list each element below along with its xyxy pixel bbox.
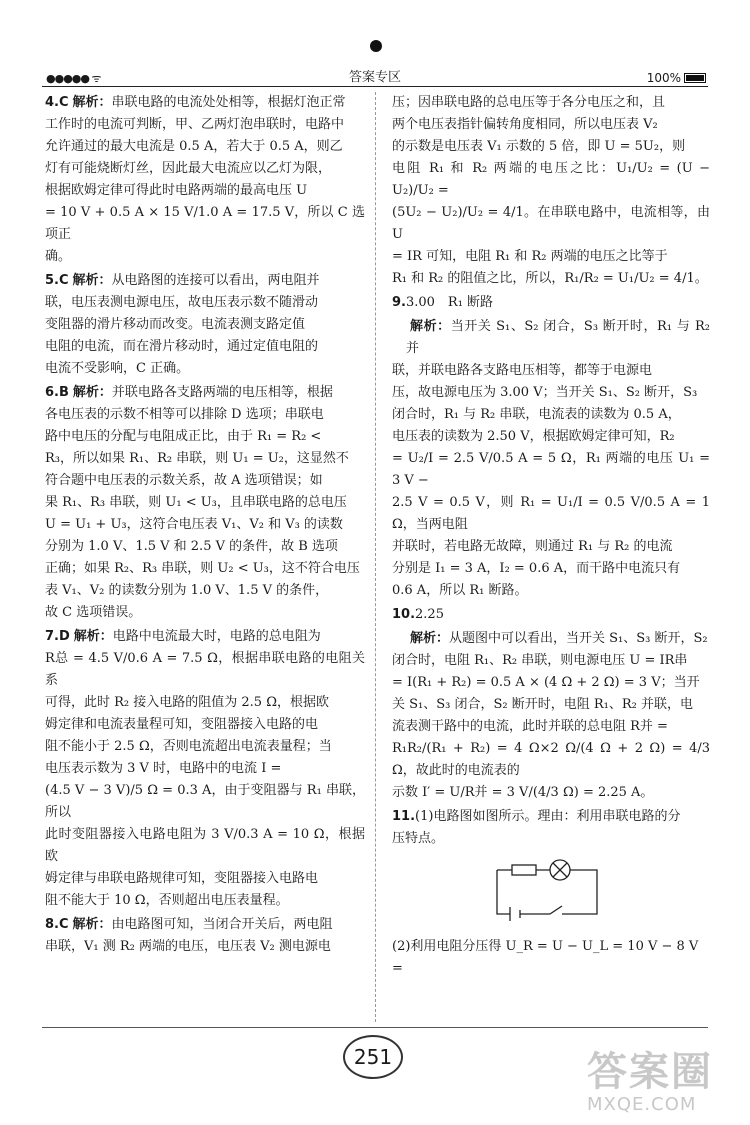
answer-text: 3.00 R₁ 断路 <box>405 295 494 310</box>
answer-text: 0.6 A，所以 R₁ 断路。 <box>392 583 528 598</box>
answer-text: 并联时，若电路无故障，则通过 R₁ 与 R₂ 的电流 <box>392 539 673 554</box>
answer-line <box>45 692 365 714</box>
answer-line <box>392 806 710 828</box>
analysis-label: 解析： <box>72 95 112 110</box>
answer-line <box>392 558 710 580</box>
analysis-label: 解析： <box>72 273 112 288</box>
answer-text: (5U₂ − U₂)/U₂ = 4/1。在串联电路中，电流相等，由 U <box>392 205 710 242</box>
header-title: 答案专区 <box>348 70 401 85</box>
answer-line <box>392 246 710 268</box>
battery-indicator <box>647 67 706 89</box>
question-number: 7.D <box>45 629 70 644</box>
question-number: 11. <box>392 809 416 824</box>
answer-line <box>392 158 710 202</box>
answer-text: 表 V₁、V₂ 的读数分别为 1.0 V、1.5 V 的条件， <box>45 583 329 598</box>
answer-text: 果 R₁、R₃ 串联，则 U₁ < U₃，且串联电路的总电压 <box>45 495 347 510</box>
answer-line <box>392 782 710 804</box>
answer-text: = U₂/I = 2.5 V/0.5 A = 5 Ω，R₁ 两端的电压 U₁ = 3 V − <box>392 451 710 488</box>
question-number: 5.C <box>45 273 69 288</box>
answer-line <box>392 114 710 136</box>
answer-line <box>392 738 710 782</box>
answer-text: 电阻的电流，而在滑片移动时，通过定值电阻的 <box>45 339 319 354</box>
circuit-diagram <box>492 858 602 922</box>
answer-line <box>392 448 710 492</box>
signal-icon: ●●●●● ᯤ <box>46 72 101 85</box>
answer-line: (2)利用电阻分压得 U_R = U − U_L = 10 V − 8 V = <box>392 939 699 976</box>
answer-line <box>45 336 365 358</box>
answer-line <box>392 716 710 738</box>
answer-text: 联，并联电路各支路电压相等，都等于电源电 <box>392 363 653 378</box>
answer-line <box>392 492 710 536</box>
answer-line <box>392 828 710 850</box>
answer-text: 变阻器的滑片移动而改变。电流表测支路定值 <box>45 317 306 332</box>
answer-text: 分别是 I₁ = 3 A，I₂ = 0.6 A，而干路中电流只有 <box>392 561 681 576</box>
status-bar <box>42 66 708 87</box>
battery-icon <box>684 73 706 83</box>
answer-line <box>45 92 365 114</box>
answer-text: 分别为 1.0 V、1.5 V 和 2.5 V 的条件，故 B 选项 <box>45 539 338 554</box>
answer-item <box>45 382 365 624</box>
answer-text: 电路中电流最大时，电路的总电阻为 <box>112 629 321 644</box>
answer-text: 压，故电源电压为 3.00 V；当开关 S₁、S₂ 断开，S₃ <box>392 385 698 400</box>
answer-line <box>45 470 365 492</box>
answer-text: 故 C 选项错误。 <box>45 605 142 620</box>
answer-item <box>392 806 710 850</box>
answer-line <box>45 536 365 558</box>
answer-line <box>392 426 710 448</box>
answer-line <box>45 736 365 758</box>
question-number: 8.C <box>45 917 69 932</box>
answer-text: R总 = 4.5 V/0.6 A = 7.5 Ω，根据串联电路的电阻关系 <box>45 651 365 688</box>
answer-text: 此时变阻器接入电路电阻为 3 V/0.3 A = 10 Ω，根据欧 <box>45 827 365 864</box>
answer-line <box>45 202 365 246</box>
analysis-label: 解析： <box>410 631 450 646</box>
answer-line <box>45 404 365 426</box>
answer-text: R₁ 和 R₂ 的阻值之比，所以，R₁/R₂ = U₁/U₂ = 4/1。 <box>392 271 708 286</box>
answer-text: 的示数是电压表 V₁ 示数的 5 倍，即 U = 5U₂，则 <box>392 139 686 154</box>
analysis-label: 解析： <box>72 917 112 932</box>
answer-line <box>45 914 365 936</box>
answer-line <box>45 824 365 868</box>
battery-symbol <box>510 907 520 921</box>
answer-line <box>45 514 365 536</box>
answer-line <box>45 936 365 958</box>
answer-line <box>45 492 365 514</box>
right-column <box>392 92 710 980</box>
analysis-label: 解析： <box>73 629 113 644</box>
answer-line <box>45 180 365 202</box>
left-column <box>45 92 365 960</box>
watermark-bottom: MXQE.COM <box>587 1094 697 1115</box>
answer-line <box>45 270 365 292</box>
watermark-top: 答案圈 <box>587 1049 713 1095</box>
resistor-symbol <box>512 865 536 875</box>
answer-line <box>45 868 365 890</box>
answer-text: 由电路图可知，当闭合开关后，两电阻 <box>111 917 333 932</box>
answer-line <box>45 358 365 380</box>
answer-item <box>392 604 710 626</box>
answer-line <box>45 714 365 736</box>
battery-percent: 100% <box>646 71 681 85</box>
answer-text: = IR 可知，电阻 R₁ 和 R₂ 两端的电压之比等于 <box>392 249 668 264</box>
answer-text: R₁R₂/(R₁ + R₂) = 4 Ω×2 Ω/(4 Ω + 2 Ω) = 4/3 Ω，故此时的电流表的 <box>392 741 710 778</box>
analysis-label: 解析： <box>72 385 112 400</box>
answer-text: R₃，所以如果 R₁、R₂ 串联，则 U₁ = U₂，这显然不 <box>45 451 349 466</box>
answer-text: 流表测干路中的电流，此时并联的总电阻 R并 = <box>392 719 668 734</box>
answer-item <box>392 628 710 804</box>
answer-text: 当开关 S₁、S₂ 闭合，S₃ 断开时，R₁ 与 R₂ 并 <box>406 319 710 356</box>
answer-text: 从题图中可以看出，当开关 S₁、S₃ 断开，S₂ <box>449 631 708 646</box>
answer-text: 工作时的电流可判断，甲、乙两灯泡串联时，电路中 <box>45 117 345 132</box>
answer-text: 串联，V₁ 测 R₂ 两端的电压，电压表 V₂ 测电源电 <box>45 939 331 954</box>
answer-line <box>392 136 710 158</box>
column-divider <box>375 92 376 1022</box>
answer-line <box>392 604 710 626</box>
answer-item <box>45 914 365 958</box>
answer-line <box>45 246 365 268</box>
answer-text: 路中电压的分配与电阻成正比，由于 R₁ = R₂ < <box>45 429 322 444</box>
answer-text: = I(R₁ + R₂) = 0.5 A × (4 Ω + 2 Ω) = 3 V；当开 <box>392 675 700 690</box>
answer-text: 串联电路的电流处处相等，根据灯泡正常 <box>111 95 346 110</box>
answer-text: (4.5 V − 3 V)/5 Ω = 0.3 A，由于变阻器与 R₁ 串联，所以 <box>45 783 365 820</box>
answer-line <box>392 694 710 716</box>
answer-item <box>45 270 365 380</box>
answer-line <box>45 758 365 780</box>
answer-line <box>45 780 365 824</box>
answer-text: 电压表示数为 3 V 时，电路中的电流 I = <box>45 761 282 776</box>
answer-line <box>45 602 365 624</box>
answer-text: 示数 I′ = U/R并 = 3 V/(4/3 Ω) = 2.25 A。 <box>392 785 654 800</box>
answer-line <box>45 426 365 448</box>
question-number: 6.B <box>45 385 69 400</box>
answer-text: 电阻 R₁ 和 R₂ 两端的电压之比：U₁/U₂ = (U − U₂)/U₂ = <box>392 161 710 198</box>
question-number: 10. <box>392 607 416 622</box>
answer-text: 两个电压表指针偏转角度相同，所以电压表 V₂ <box>392 117 658 132</box>
answer-text: 根据欧姆定律可得此时电路两端的最高电压 U <box>45 183 308 198</box>
answer-line <box>45 890 365 912</box>
answer-line <box>392 628 710 650</box>
answer-line <box>392 650 710 672</box>
answer-line <box>45 136 365 158</box>
footer-rule <box>42 1027 708 1028</box>
answer-line <box>45 626 365 648</box>
analysis-label: 解析： <box>410 319 451 334</box>
answer-text: 2.25 <box>415 607 444 622</box>
answer-text: 闭合时，电阻 R₁、R₂ 串联，则电源电压 U = IR串 <box>392 653 688 668</box>
answer-text: 灯有可能烧断灯丝，因此最大电流应以乙灯为限， <box>45 161 332 176</box>
answer-text: 可得，此时 R₂ 接入电路的阻值为 2.5 Ω，根据欧 <box>45 695 329 710</box>
answer-line <box>392 580 710 602</box>
answer-line <box>392 360 710 382</box>
answer-item <box>392 92 710 290</box>
answer-item <box>392 316 710 602</box>
answer-text: 阻不能大于 10 Ω，否则超出电压表量程。 <box>45 893 289 908</box>
switch-symbol <box>550 906 562 914</box>
answer-line <box>392 316 710 360</box>
answer-text: 闭合时，R₁ 与 R₂ 串联，电流表的读数为 0.5 A， <box>392 407 681 422</box>
answer-line <box>45 448 365 470</box>
answer-text: 正确；如果 R₂、R₃ 串联，则 U₂ < U₃，这不符合电压 <box>45 561 360 576</box>
answer-line <box>45 158 365 180</box>
page-number: 251 <box>343 1035 403 1079</box>
answer-text: 姆定律与串联电路规律可知，变阻器接入电路电 <box>45 871 319 886</box>
answer-line <box>45 314 365 336</box>
answer-text: U = U₁ + U₃，这符合电压表 V₁、V₂ 和 V₃ 的读数 <box>45 517 343 532</box>
answer-text: 联，电压表测电源电压，故电压表示数不随滑动 <box>45 295 319 310</box>
answer-text: 允许通过的最大电流是 0.5 A，若大于 0.5 A，则乙 <box>45 139 343 154</box>
answer-text: 从电路图的连接可以看出，两电阻并 <box>111 273 320 288</box>
answer-text: 压；因串联电路的总电压等于各分电压之和，且 <box>392 95 666 110</box>
answer-text: 关 S₁、S₃ 闭合，S₂ 断开时，电阻 R₁、R₂ 并联，电 <box>392 697 694 712</box>
answer-line <box>45 580 365 602</box>
answer-line <box>392 536 710 558</box>
camera-dot <box>370 40 382 52</box>
answer-text: 压特点。 <box>392 831 445 846</box>
answer-item <box>45 92 365 268</box>
answer-text: 姆定律和电流表量程可知，变阻器接入电路的电 <box>45 717 319 732</box>
answer-text: 符合题中电压表的示数关系，故 A 选项错误；如 <box>45 473 323 488</box>
watermark-logo <box>587 1050 732 1120</box>
answer-text: 阻不能小于 2.5 Ω，否则电流超出电流表量程；当 <box>45 739 332 754</box>
answer-text: 确。 <box>45 249 72 264</box>
answer-text: (1)电路图如图所示。理由：利用串联电路的分 <box>415 809 681 824</box>
answer-line <box>392 382 710 404</box>
answer-line <box>45 292 365 314</box>
answer-item <box>392 292 710 314</box>
answer-text: 电流不受影响，C 正确。 <box>45 361 190 376</box>
answer-item <box>45 626 365 912</box>
question-number: 9. <box>392 295 406 310</box>
answer-text: 电压表的读数为 2.50 V，根据欧姆定律可知，R₂ <box>392 429 675 444</box>
answer-text: 各电压表的示数不相等可以排除 D 选项；串联电 <box>45 407 324 422</box>
answer-text: 并联电路各支路两端的电压相等，根据 <box>111 385 333 400</box>
question-number: 4.C <box>45 95 69 110</box>
answer-line <box>392 404 710 426</box>
answer-line <box>392 672 710 694</box>
answer-line <box>392 292 710 314</box>
answer-text: = 10 V + 0.5 A × 15 V/1.0 A = 17.5 V，所以 C 选项正 <box>45 205 365 242</box>
answer-line <box>45 114 365 136</box>
answer-line <box>45 648 365 692</box>
answer-line <box>45 558 365 580</box>
answer-line <box>392 202 710 246</box>
answer-line <box>45 382 365 404</box>
answer-line <box>392 92 710 114</box>
answer-text: 2.5 V = 0.5 V，则 R₁ = U₁/I = 0.5 V/0.5 A = 1 Ω，当两电阻 <box>392 495 710 532</box>
answer-line <box>392 268 710 290</box>
